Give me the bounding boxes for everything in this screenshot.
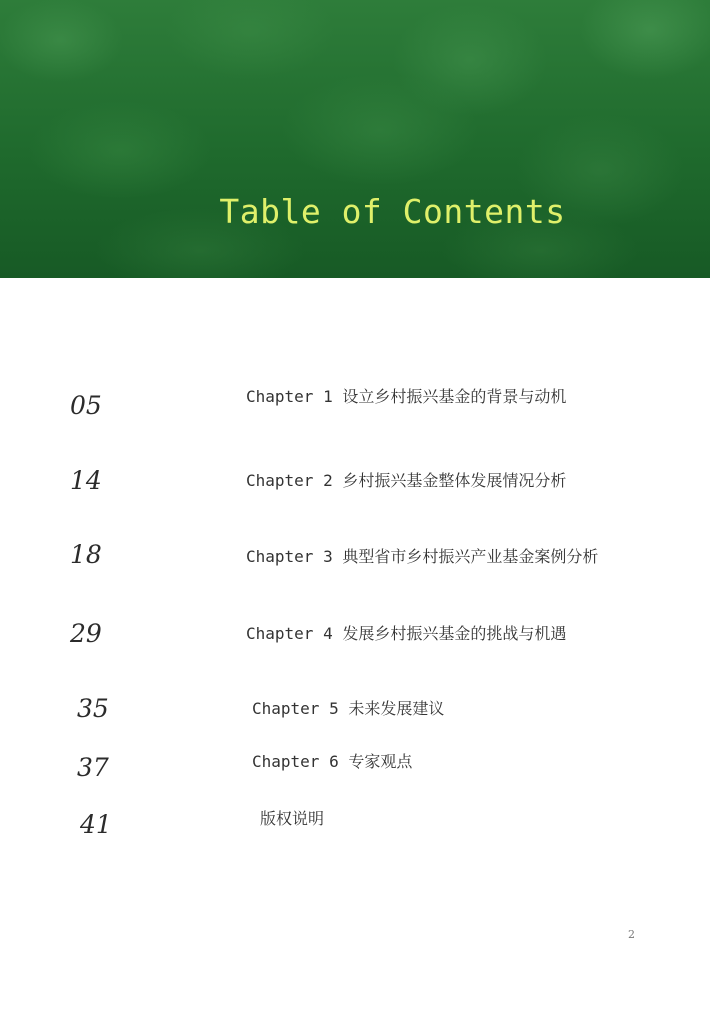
page-number: 2 bbox=[628, 928, 635, 941]
toc-page-number: 29 bbox=[70, 619, 102, 648]
page-title: Table of Contents bbox=[219, 192, 566, 231]
toc-page-number: 37 bbox=[77, 753, 109, 782]
toc-chapter-title: Chapter 2 乡村振兴基金整体发展情况分析 bbox=[246, 471, 567, 490]
toc-page-number: 18 bbox=[70, 540, 102, 569]
toc-chapter-title: Chapter 6 专家观点 bbox=[252, 752, 413, 771]
toc-chapter-title: Chapter 1 设立乡村振兴基金的背景与动机 bbox=[246, 387, 567, 406]
toc-chapter-title: Chapter 3 典型省市乡村振兴产业基金案例分析 bbox=[246, 547, 599, 566]
toc-page-number: 35 bbox=[77, 694, 109, 723]
toc-page-number: 05 bbox=[70, 391, 102, 420]
toc-page-number: 41 bbox=[80, 810, 112, 839]
toc-chapter-title: Chapter 5 未来发展建议 bbox=[252, 699, 445, 718]
forest-banner bbox=[0, 0, 710, 278]
toc-page-number: 14 bbox=[70, 466, 102, 495]
toc-chapter-title: Chapter 4 发展乡村振兴基金的挑战与机遇 bbox=[246, 624, 567, 643]
toc-chapter-title: 版权说明 bbox=[260, 809, 325, 828]
